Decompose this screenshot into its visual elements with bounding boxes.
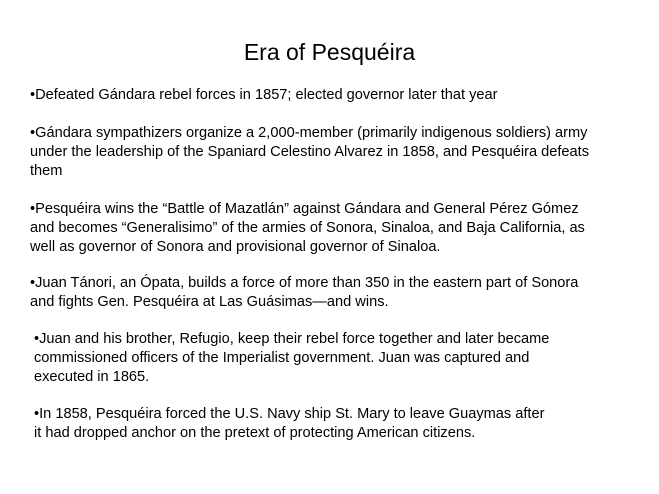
- bullet-line: •Pesquéira wins the “Battle of Mazatlán” against Gándara and General Pérez Gómez: [30, 201, 579, 217]
- bullet-gandara-sympathizers-army: [30, 124, 589, 181]
- bullet-line: under the leadership of the Spaniard Celestino Alvarez in 1858, and Pesquéira defeats: [30, 144, 589, 160]
- bullet-gandara-defeat-1857: [30, 86, 498, 105]
- bullet-line: commissioned officers of the Imperialist government. Juan was captured and: [34, 350, 530, 366]
- bullet-line: •Gándara sympathizers organize a 2,000-member (primarily indigenous soldiers) army: [30, 125, 588, 141]
- bullet-juan-and-refugio: [34, 330, 549, 387]
- bullet-battle-of-mazatlan: [30, 200, 585, 257]
- bullet-line: •Juan and his brother, Refugio, keep their rebel force together and later became: [34, 331, 550, 347]
- slide-title: Era of Pesquéira: [243, 39, 416, 65]
- bullet-line: •Juan Tánori, an Ópata, builds a force of more than 350 in the eastern part of Sonora: [30, 275, 579, 291]
- bullet-line: •Defeated Gándara rebel forces in 1857; elected governor later that year: [30, 87, 498, 103]
- bullet-line: and fights Gen. Pesquéira at Las Guásimas—and wins.: [30, 294, 389, 310]
- bullet-line: and becomes “Generalisimo” of the armies of Sonora, Sinaloa, and Baja California, as: [30, 220, 585, 236]
- bullet-line: it had dropped anchor on the pretext of protecting American citizens.: [34, 425, 476, 441]
- bullet-line: executed in 1865.: [34, 369, 150, 385]
- bullet-juan-tanori: [30, 274, 578, 312]
- bullet-line: well as governor of Sonora and provisional governor of Sinaloa.: [30, 239, 441, 255]
- bullet-line: •In 1858, Pesquéira forced the U.S. Navy ship St. Mary to leave Guaymas after: [34, 406, 545, 422]
- bullet-st-mary-guaymas: [34, 405, 544, 443]
- bullet-line: them: [30, 163, 63, 179]
